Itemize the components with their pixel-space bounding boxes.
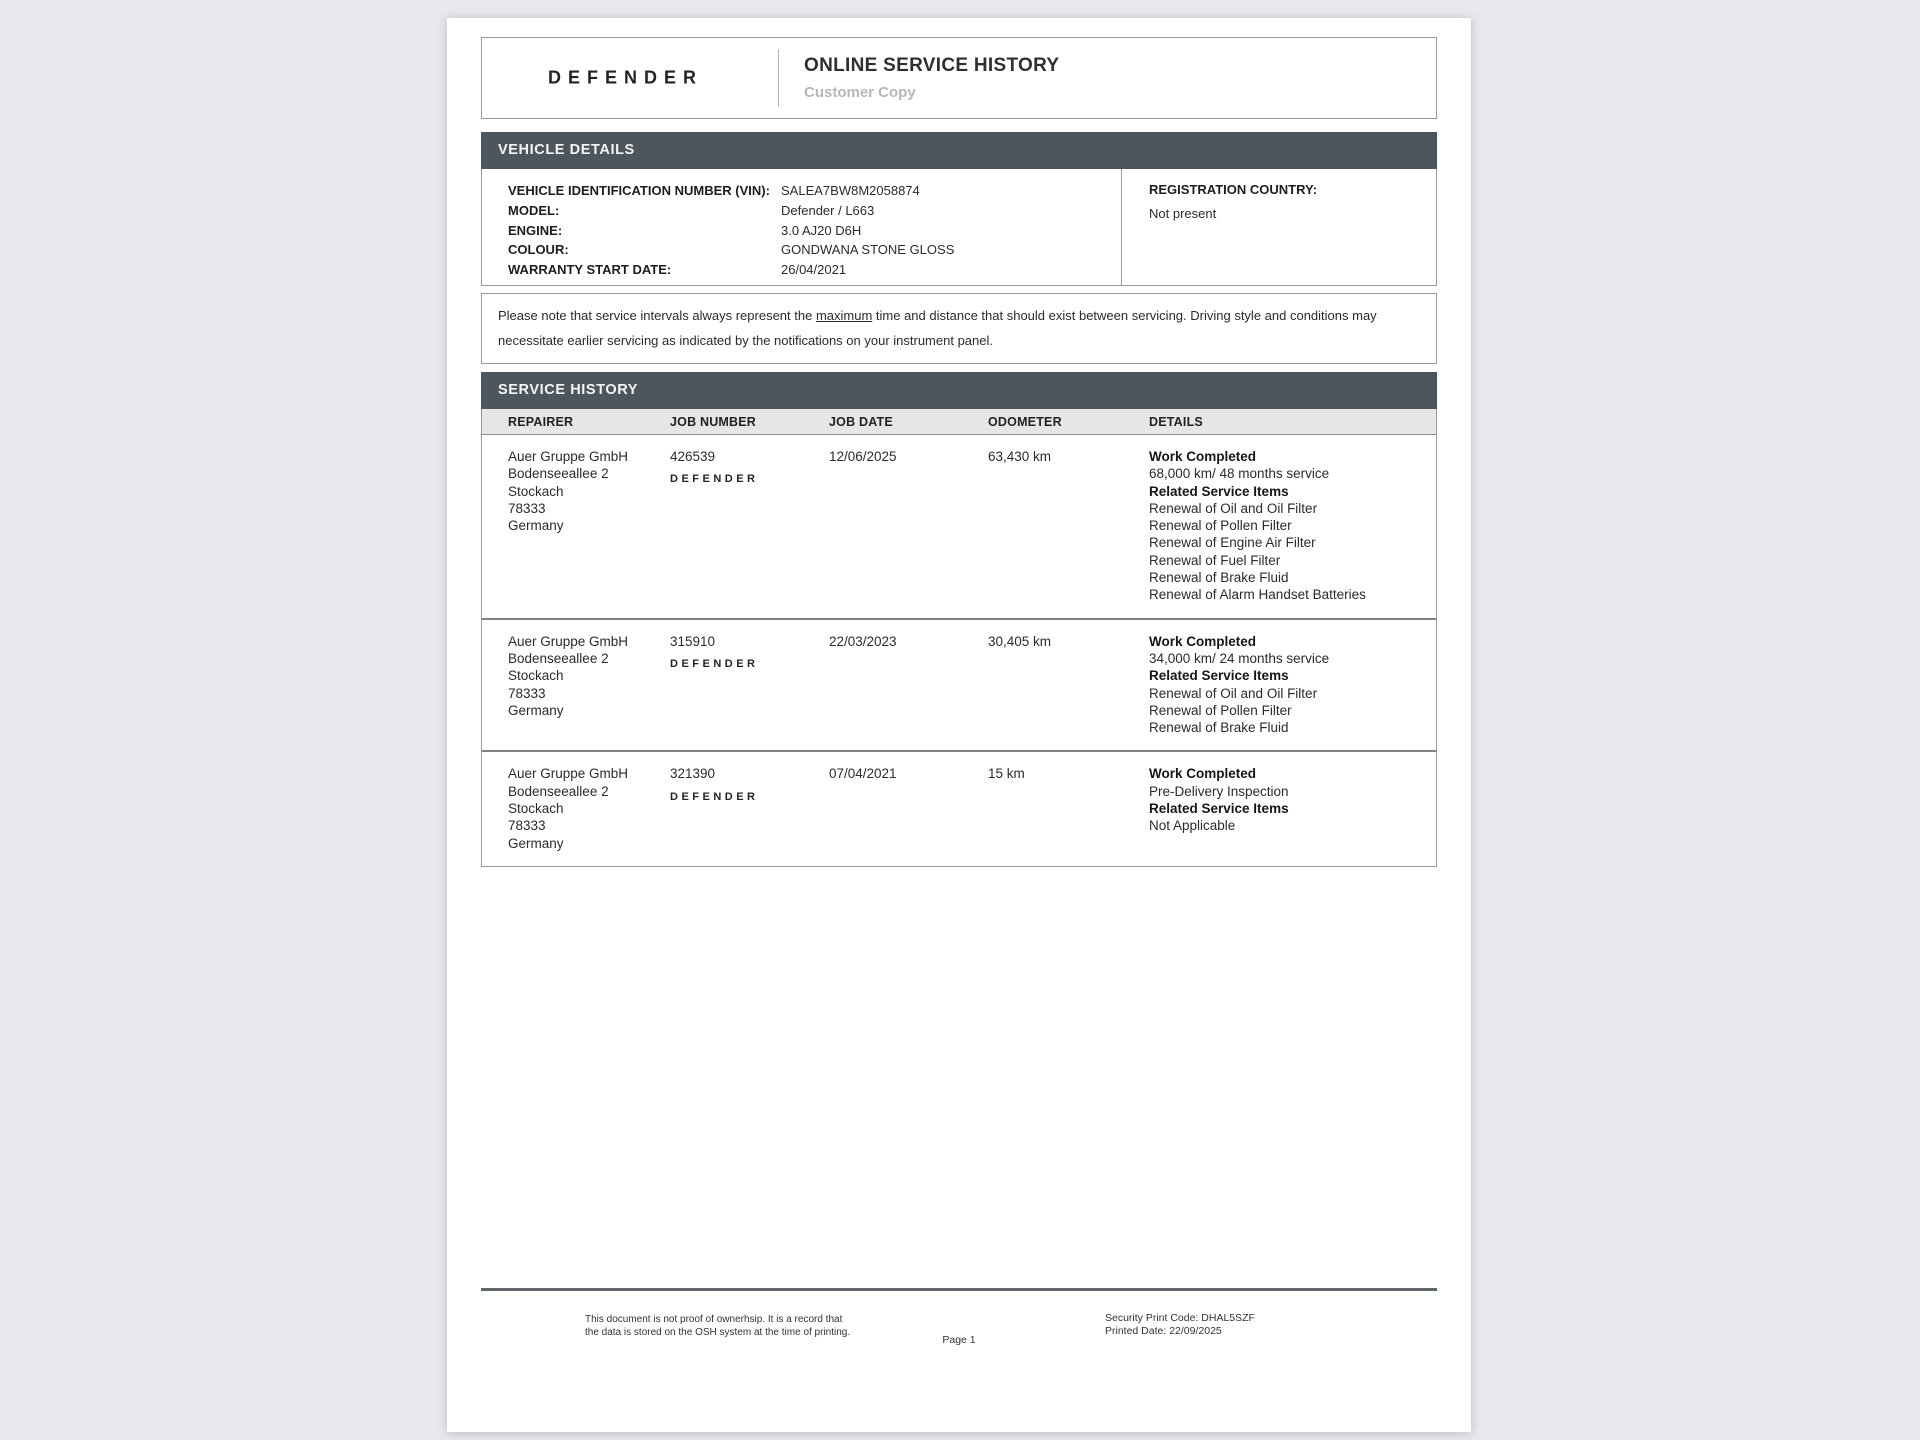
repairer-country: Germany [508, 835, 564, 851]
printed-date: Printed Date: 22/09/2025 [1105, 1325, 1222, 1337]
work-completed-label: Work Completed [1149, 633, 1257, 649]
header-titles [804, 55, 1059, 101]
table-header-row [482, 409, 1436, 435]
job-number: 426539 [670, 449, 716, 464]
work-completed-label: Work Completed [1149, 766, 1257, 782]
registration-country-label: REGISTRATION COUNTRY: [1149, 182, 1318, 197]
notice-text-before: Please note that service intervals always represent the [498, 308, 816, 323]
job-number: 321390 [670, 766, 716, 782]
footer-print-info [1105, 1312, 1255, 1338]
related-item: Renewal of Brake Fluid [1149, 720, 1289, 736]
odometer-value: 30,405 km [988, 633, 1052, 649]
field-value-warranty-start: 26/04/2021 [781, 262, 847, 278]
column-header-repairer: REPAIRER [508, 415, 574, 429]
page-title: ONLINE SERVICE HISTORY [804, 55, 1060, 76]
service-entry-row [482, 618, 1436, 751]
job-number-cell [670, 765, 829, 851]
work-item: 68,000 km/ 48 months service [1149, 466, 1330, 482]
job-date-cell [829, 448, 988, 604]
repairer-name: Auer Gruppe GmbH [508, 449, 629, 464]
related-item: Renewal of Fuel Filter [1149, 552, 1281, 568]
vehicle-details-fields [508, 181, 954, 280]
repairer-postcode: 78333 [508, 818, 546, 834]
field-value-model: Defender / L663 [781, 202, 875, 218]
registration-country-value: Not present [1149, 206, 1217, 221]
repairer-name: Auer Gruppe GmbH [508, 633, 629, 649]
column-header-job-date: JOB DATE [829, 415, 893, 429]
repairer-city: Stockach [508, 668, 564, 684]
footer-disclaimer-line1: This document is not proof of ownerhsip. It is a record that [585, 1314, 843, 1325]
job-number: 315910 [670, 633, 716, 649]
repairer-postcode: 78333 [508, 685, 546, 701]
details-column-divider [1121, 169, 1122, 285]
work-item: Pre-Delivery Inspection [1149, 783, 1289, 799]
related-item: Renewal of Pollen Filter [1149, 518, 1292, 534]
page-number: Page 1 [942, 1334, 976, 1346]
repairer-country: Germany [508, 702, 564, 718]
field-value-engine: 3.0 AJ20 D6H [781, 222, 862, 238]
notice-underlined-word: maximum [815, 308, 873, 323]
repairer-street: Bodenseeallee 2 [508, 650, 609, 666]
footer-divider-line [481, 1288, 1437, 1291]
column-header-details: DETAILS [1149, 415, 1203, 429]
document-page [447, 18, 1471, 1432]
job-date: 07/04/2021 [829, 766, 897, 782]
related-items-label: Related Service Items [1149, 668, 1289, 684]
odometer-cell [988, 633, 1149, 737]
field-label-vin: VEHICLE IDENTIFICATION NUMBER (VIN): [508, 183, 770, 198]
defender-logo: DEFENDER [548, 67, 704, 88]
odometer-value: 15 km [988, 766, 1025, 782]
registration-country-block [1149, 182, 1317, 221]
job-number-cell [670, 633, 829, 737]
job-date-cell [829, 765, 988, 851]
related-item: Renewal of Alarm Handset Batteries [1149, 587, 1366, 603]
details-cell [1149, 633, 1436, 737]
details-cell [1149, 765, 1436, 851]
security-print-code: Security Print Code: DHAL5SZF [1105, 1312, 1255, 1324]
service-history-table [481, 409, 1437, 867]
related-item: Renewal of Oil and Oil Filter [1149, 685, 1318, 701]
odometer-value: 63,430 km [988, 449, 1052, 464]
repairer-city: Stockach [508, 801, 564, 817]
column-header-odometer: ODOMETER [988, 415, 1062, 429]
repairer-street: Bodenseeallee 2 [508, 783, 609, 799]
repairer-city: Stockach [508, 483, 564, 499]
odometer-cell [988, 765, 1149, 851]
service-entry-row [482, 750, 1436, 865]
page-subtitle: Customer Copy [804, 84, 916, 101]
repairer-street: Bodenseeallee 2 [508, 466, 609, 482]
defender-row-logo: DEFENDER [670, 657, 759, 670]
document-content [481, 37, 1437, 867]
related-item: Not Applicable [1149, 818, 1236, 834]
defender-row-logo: DEFENDER [670, 473, 759, 486]
field-value-vin: SALEA7BW8M2058874 [781, 183, 920, 198]
service-interval-notice [481, 293, 1437, 364]
defender-row-logo: DEFENDER [670, 790, 759, 803]
service-history-section-header: SERVICE HISTORY [481, 372, 1437, 409]
vehicle-details-section-header: VEHICLE DETAILS [481, 132, 1437, 169]
column-header-job-number: JOB NUMBER [670, 415, 757, 429]
job-number-cell [670, 448, 829, 604]
notice-text-after: time and distance that should exist between servicing. Driving style and conditions may necessitate earlier servicing as indicated by the notifications on your instrument panel. [498, 308, 1377, 348]
vehicle-details-box [481, 169, 1437, 286]
footer-disclaimer-line2: the data is stored on the OSH system at the time of printing. [585, 1327, 851, 1338]
odometer-cell [988, 448, 1149, 604]
repairer-country: Germany [508, 518, 564, 534]
related-item: Renewal of Oil and Oil Filter [1149, 500, 1318, 516]
job-date-cell [829, 633, 988, 737]
field-label-engine: ENGINE: [508, 222, 563, 238]
field-label-warranty-start: WARRANTY START DATE: [508, 262, 672, 278]
related-item: Renewal of Pollen Filter [1149, 702, 1292, 718]
related-items-label: Related Service Items [1149, 801, 1289, 817]
header-divider [778, 49, 779, 107]
work-item: 34,000 km/ 24 months service [1149, 650, 1330, 666]
related-item: Renewal of Brake Fluid [1149, 570, 1289, 586]
job-date: 22/03/2023 [829, 633, 897, 649]
related-item: Renewal of Engine Air Filter [1149, 535, 1316, 551]
repairer-name: Auer Gruppe GmbH [508, 766, 629, 782]
field-value-colour: GONDWANA STONE GLOSS [781, 242, 955, 258]
repairer-cell [508, 633, 670, 737]
repairer-postcode: 78333 [508, 500, 546, 516]
details-cell [1149, 448, 1436, 604]
work-completed-label: Work Completed [1149, 449, 1257, 464]
service-entry-row [482, 435, 1436, 618]
repairer-cell [508, 765, 670, 851]
repairer-cell [508, 448, 670, 604]
related-items-label: Related Service Items [1149, 483, 1289, 499]
job-date: 12/06/2025 [829, 449, 897, 464]
field-label-model: MODEL: [508, 202, 560, 218]
document-header [481, 37, 1437, 119]
field-label-colour: COLOUR: [508, 242, 569, 258]
